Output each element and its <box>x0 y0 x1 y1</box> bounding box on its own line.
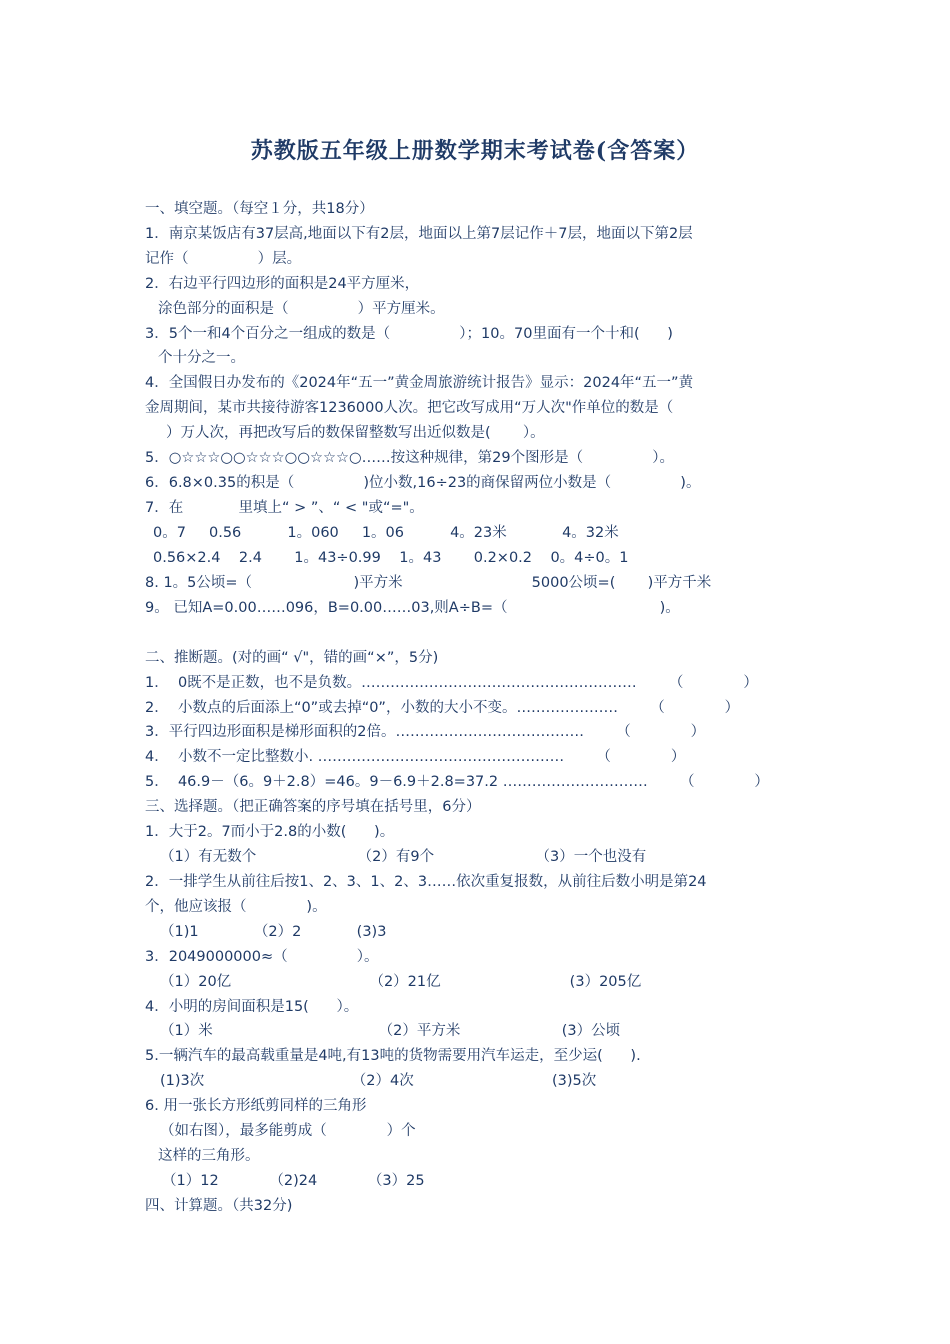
exam-line: （1)1 （2）2 (3)3 <box>160 924 387 940</box>
exam-line: 记作（ ）层。 <box>145 251 302 267</box>
exam-line: 二、推断题。(对的画“ √"，错的画“×”，5分) <box>145 650 439 666</box>
exam-line: 0。7 0.56 1。060 1。06 4。23米 4。32米 <box>153 525 619 541</box>
exam-line: （1）20亿 （2）21亿 (3）205亿 <box>160 974 642 990</box>
exam-line: 1． 0既不是正数，也不是负数。………………………………………………… （ ） <box>145 675 758 691</box>
exam-line: 5． 46.9－（6。9＋2.8）=46。9－6.9＋2.8=37.2 ………………………… （ ） <box>145 774 769 790</box>
exam-title: 苏教版五年级上册数学期末考试卷(含答案） <box>250 138 700 164</box>
exam-line: 涂色部分的面积是（ ）平方厘米。 <box>158 301 445 317</box>
exam-line: 4．全国假日办发布的《2024年“五一”黄金周旅游统计报告》显示：2024年“五一”黄 <box>145 375 694 391</box>
exam-line: （如右图），最多能剪成（ ）个 <box>160 1123 416 1139</box>
exam-line: 5．○☆☆☆○○☆☆☆○○☆☆☆○……按这种规律，第29个图形是（ ）。 <box>145 450 674 466</box>
exam-line: 3．5个一和4个百分之一组成的数是（ ）；10。70里面有一个十和( ) <box>145 326 673 342</box>
exam-line: 金周期间，某市共接待游客1236000人次。把它改写成用“万人次"作单位的数是（ <box>145 400 674 416</box>
exam-line: 4．小明的房间面积是15( ）。 <box>145 999 359 1015</box>
exam-line: 1．大于2。7而小于2.8的小数( )。 <box>145 824 395 840</box>
exam-line: 个十分之一。 <box>158 350 245 366</box>
exam-line: 2． 小数点的后面添上“0”或去掉“0”，小数的大小不变。………………… （ ） <box>145 700 740 716</box>
exam-line: 5.一辆汽车的最高载重量是4吨,有13吨的货物需要用汽车运走，至少运( ). <box>145 1048 641 1064</box>
exam-line: 3．平行四边形面积是梯形面积的2倍。………………………………… （ ） <box>145 724 706 740</box>
exam-line: 四、计算题。（共32分) <box>145 1198 293 1214</box>
exam-line: 1．南京某饭店有37层高,地面以下有2层，地面以上第7层记作＋7层，地面以下第2层 <box>145 226 693 242</box>
exam-line: 6. 用一张长方形纸剪同样的三角形 <box>145 1098 367 1114</box>
exam-line: 6．6.8×0.35的积是（ )位小数,16÷23的商保留两位小数是（ )。 <box>145 475 701 491</box>
exam-line: （1）12 （2)24 （3）25 <box>162 1173 425 1189</box>
exam-line: (1)3次 （2）4次 (3)5次 <box>160 1073 597 1089</box>
exam-line: 2．右边平行四边形的面积是24平方厘米， <box>145 276 420 292</box>
exam-line: 个，他应该报（ )。 <box>145 899 327 915</box>
exam-line: 0.56×2.4 2.4 1。43÷0.99 1。43 0.2×0.2 0。4÷0。1 <box>153 550 629 566</box>
exam-line: 9。 已知A=0.00……096，B=0.00……03,则A÷B=（ )。 <box>145 600 680 616</box>
exam-line: 2．一排学生从前往后按1、2、3、1、2、3……依次重复报数，从前往后数小明是第24 <box>145 874 707 890</box>
exam-line: ）万人次，再把改写后的数保留整数写出近似数是( ）。 <box>166 425 545 441</box>
exam-line: （1）有无数个 （2）有9个 （3）一个也没有 <box>160 849 647 865</box>
exam-line: 7．在 里填上“ > ”、“ < "或“="。 <box>145 500 424 516</box>
exam-line: 8. 1。5公顷=（ )平方米 5000公顷=( )平方千米 <box>145 575 712 591</box>
exam-line: 这样的三角形。 <box>158 1148 260 1164</box>
exam-line: 三、选择题。（把正确答案的序号填在括号里，6分） <box>145 799 481 815</box>
exam-line: 4． 小数不一定比整数小. …………………………………………… （ ） <box>145 749 686 765</box>
exam-line: 3．2049000000≈（ ）。 <box>145 949 379 965</box>
exam-line: 一、填空题。（每空１分，共18分） <box>145 201 374 217</box>
exam-line: （1）米 （2）平方米 (3）公顷 <box>160 1023 621 1039</box>
